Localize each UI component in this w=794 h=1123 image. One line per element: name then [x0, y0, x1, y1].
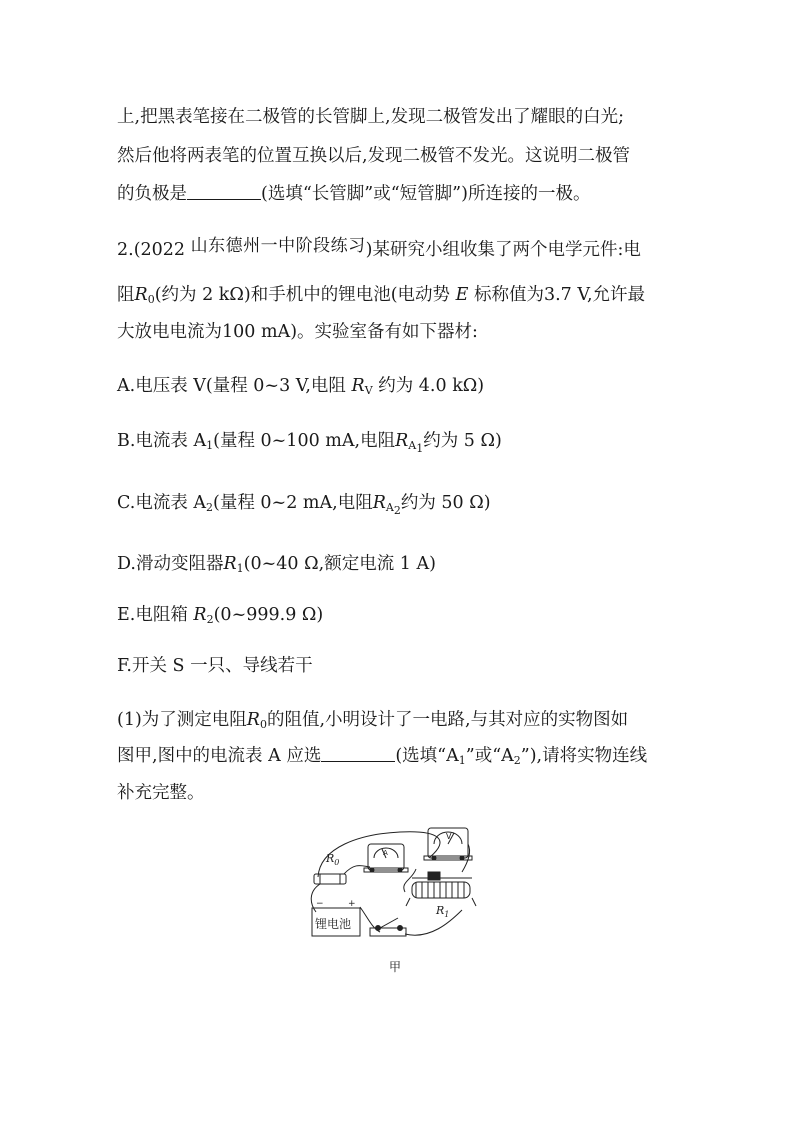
intro-line-1: 上,把黑表笔接在二极管的长管脚上,发现二极管发出了耀眼的白光;: [117, 107, 625, 127]
svg-text:−: −: [316, 899, 324, 909]
intro-line-3: 的负极是 (选填“长管脚”或“短管脚”)所连接的一极。: [117, 184, 591, 204]
circuit-figure: [300, 822, 496, 950]
wire: [344, 866, 370, 874]
svg-text:+: +: [348, 899, 356, 909]
q2-line-1: 2.(2022 山东德州一中阶段练习)某研究小组收集了两个电学元件:电: [117, 236, 641, 260]
option-f: F.开关 S 一只、导线若干: [117, 656, 313, 676]
q2-source: 山东德州一中阶段练习: [190, 236, 366, 256]
option-d: D.滑动变阻器$R_1(0\sim 40$ Ω,额定电流 1 A): [117, 554, 436, 575]
option-e: E.电阻箱 $R_2(0\sim 999.9$ Ω): [117, 605, 324, 626]
battery-label: 锂电池: [315, 917, 352, 931]
r0-label: $R_0$: [326, 852, 340, 867]
rheostat-r1: [412, 882, 470, 898]
option-b: B.电流表 $A_1$(量程 0~100 mA,电阻$R_{A_1}$约为 5 Ω): [117, 431, 502, 455]
option-c: C.电流表 $A_2$(量程 0~2 mA,电阻$R_{A_2}$约为 50 Ω): [117, 493, 491, 517]
q2-line-3: 大放电电流为100 mA)。实验室备有如下器材:: [117, 322, 478, 342]
ammeter-label: A: [383, 849, 388, 857]
answer-blank-1[interactable]: [187, 185, 261, 200]
intro-line-2: 然后他将两表笔的位置互换以后,发现二极管不发光。这说明二极管: [117, 146, 631, 166]
part1-line-3: 补充完整。: [117, 783, 205, 803]
figure-caption: 甲: [389, 960, 402, 974]
option-a: A.电压表 V(量程 0~3 V,电阻 $R_V$ 约为 4.0 kΩ): [117, 376, 485, 397]
q2-line-2: 阻$R_0$(约为 2 kΩ)和手机中的锂电池(电动势 E 标称值为3.7 V,允许最: [117, 285, 646, 306]
answer-blank-2[interactable]: [321, 747, 395, 762]
voltmeter-label: V: [446, 832, 452, 841]
resistor-r0: [314, 874, 346, 884]
wire: [405, 910, 462, 935]
r1-label: $R_1$: [436, 904, 450, 919]
part1-line-1: (1)为了测定电阻$R_0$的阻值,小明设计了一电路,与其对应的实物图如: [117, 710, 629, 731]
part1-line-2: 图甲,图中的电流表 A 应选 (选填“$A_1$”或“$A_2$”),请将实物连线: [117, 746, 648, 767]
